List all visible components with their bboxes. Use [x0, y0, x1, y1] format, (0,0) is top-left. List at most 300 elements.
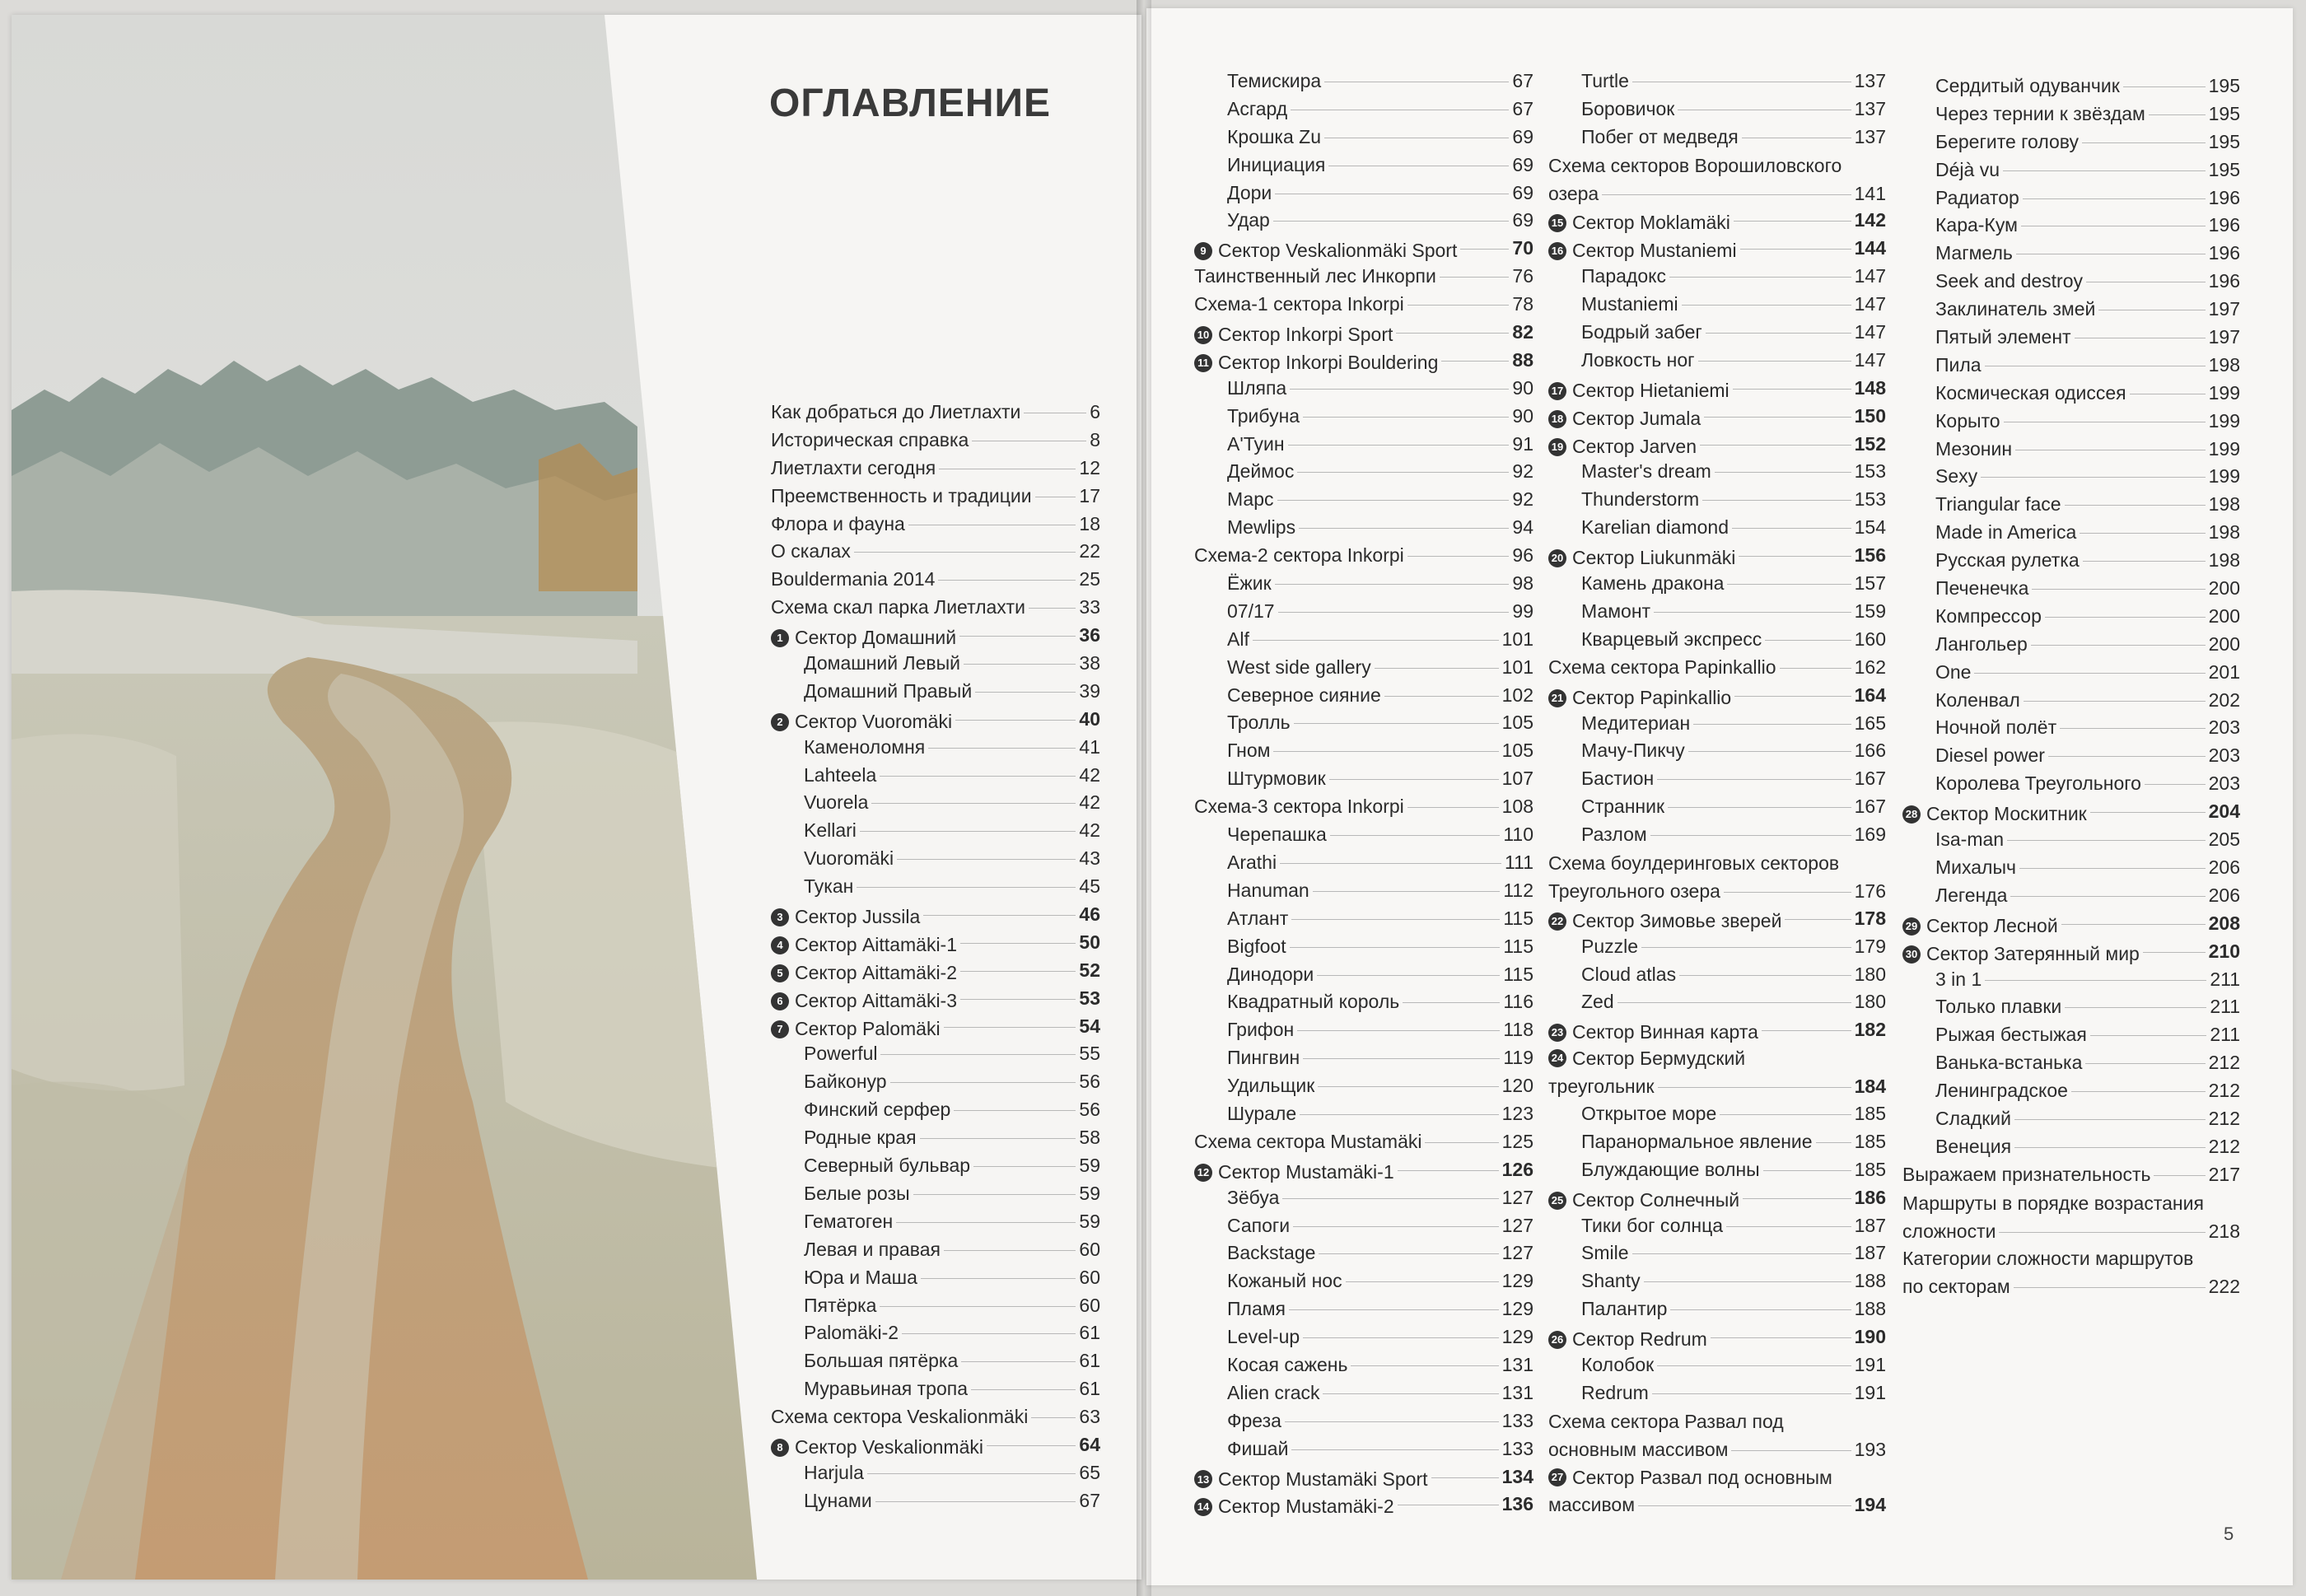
- sector-number-badge: 6: [771, 992, 789, 1010]
- leader-dots: [2065, 1007, 2206, 1008]
- entry-title: Сектор Затерянный мир: [1926, 942, 2140, 964]
- toc-entry: [1548, 1351, 1886, 1379]
- toc-entry: [1902, 240, 2240, 268]
- leader-dots: [955, 720, 1076, 721]
- entry-title: Alien crack: [1227, 1381, 1320, 1403]
- entry-title: Сектор Москитник: [1926, 803, 2087, 825]
- entry-title: Turtle: [1581, 70, 1629, 91]
- page-ref: 6: [1090, 401, 1100, 422]
- leader-dots: [1650, 835, 1851, 836]
- toc-sector-entry: [1548, 1463, 1886, 1519]
- entry-title: Михалыч: [1935, 856, 2016, 878]
- entry-title: One: [1935, 660, 1972, 683]
- page-ref: 185: [1854, 1103, 1886, 1124]
- page-ref: 127: [1501, 1214, 1533, 1236]
- leader-dots: [1644, 1281, 1851, 1282]
- leader-dots: [1280, 863, 1501, 864]
- page-ref: 190: [1854, 1326, 1886, 1348]
- leader-dots: [1460, 249, 1509, 250]
- entry-title: Космическая одиссея: [1935, 381, 2126, 404]
- leader-dots: [2007, 840, 2206, 841]
- leader-dots: [1657, 1365, 1851, 1366]
- entry-title: Мамонт: [1581, 600, 1651, 622]
- entry-title: Историческая справка: [771, 428, 969, 450]
- entry-title: West side gallery: [1227, 656, 1371, 678]
- entry-title: 3 in 1: [1935, 968, 1982, 990]
- page-ref: 210: [2208, 940, 2240, 962]
- toc-entry: [1548, 1379, 1886, 1407]
- page-ref: 195: [2208, 75, 2240, 96]
- entry-title: Печенечка: [1935, 577, 2029, 600]
- toc-entry: [771, 1068, 1100, 1096]
- toc-entry: [1902, 519, 2240, 547]
- leader-dots: [1317, 975, 1500, 976]
- sector-number-badge: 28: [1902, 805, 1921, 824]
- entry-title: Сектор Jumala: [1572, 407, 1701, 429]
- page-ref: 90: [1512, 404, 1533, 427]
- entry-title: Черепашка: [1227, 824, 1327, 846]
- toc-entry: [1548, 1156, 1886, 1184]
- entry-title: Сектор Vuoromäki: [795, 710, 953, 732]
- toc-sector-entry: [771, 929, 1100, 957]
- toc-entry: [1902, 128, 2240, 156]
- page-ref: 196: [2208, 270, 2240, 292]
- entry-title: Схема секторов Ворошиловского: [1548, 154, 1842, 176]
- leader-dots: [1303, 417, 1509, 418]
- page-ref: 96: [1512, 544, 1533, 567]
- entry-title: Домашний Правый: [804, 679, 973, 702]
- toc-entry: [1548, 1128, 1886, 1156]
- page-ref: 206: [2208, 884, 2240, 906]
- leader-dots: [1297, 1030, 1500, 1031]
- toc-column-4: [1902, 72, 2240, 1300]
- toc-entry: [1548, 988, 1886, 1016]
- toc-entry: [771, 1375, 1100, 1403]
- entry-title: Кожаный нос: [1227, 1270, 1342, 1292]
- page-ref: 131: [1501, 1381, 1533, 1403]
- toc-entry: [771, 566, 1100, 594]
- page-ref: 153: [1854, 460, 1886, 483]
- page-ref: 198: [2208, 549, 2240, 572]
- landscape-photo: [12, 15, 769, 1580]
- leader-dots: [2010, 896, 2205, 897]
- leader-dots: [1762, 1030, 1851, 1031]
- leader-dots: [1291, 1449, 1498, 1450]
- entry-title: Bigfoot: [1227, 935, 1286, 957]
- sector-number-badge: 15: [1548, 214, 1566, 232]
- entry-title: Деймос: [1227, 460, 1295, 483]
- leader-dots: [2080, 533, 2205, 534]
- toc-entry: [1902, 184, 2240, 212]
- page-ref: 142: [1854, 209, 1886, 231]
- toc-entry: [1548, 821, 1886, 849]
- entry-title: О скалах: [771, 540, 851, 562]
- page-ref: 69: [1512, 153, 1533, 175]
- sector-number-badge: 7: [771, 1020, 789, 1038]
- page-ref: 129: [1501, 1326, 1533, 1348]
- toc-entry: [1548, 933, 1886, 961]
- entry-title: Как добраться до Лиетлахти: [771, 401, 1021, 422]
- sector-number-badge: 23: [1548, 1024, 1566, 1042]
- entry-title: Powerful: [804, 1043, 878, 1065]
- toc-sector-entry: [1194, 1491, 1533, 1519]
- page-ref: 39: [1079, 679, 1100, 702]
- entry-title: Ванька-встанька: [1935, 1052, 2083, 1074]
- entry-title: Грифон: [1227, 1019, 1295, 1041]
- leader-dots: [902, 1333, 1076, 1334]
- entry-title: Схема-2 сектора Inkorpi: [1194, 544, 1404, 567]
- leader-dots: [1273, 221, 1510, 222]
- page-ref: 144: [1854, 237, 1886, 259]
- leader-dots: [1704, 417, 1851, 418]
- entry-title: Сектор Зимовье зверей: [1572, 909, 1782, 931]
- page-ref: 203: [2208, 772, 2240, 795]
- leader-dots: [1294, 723, 1499, 724]
- page-ref: 115: [1503, 935, 1533, 957]
- page-ref: 43: [1079, 847, 1100, 870]
- entry-title: Шляпа: [1227, 376, 1287, 399]
- sector-number-badge: 1: [771, 629, 789, 647]
- page-ref: 206: [2208, 856, 2240, 878]
- leader-dots: [1291, 919, 1500, 920]
- entry-title: Таинственный лес Инкорпи: [1194, 265, 1436, 287]
- leader-dots: [961, 1361, 1076, 1362]
- entry-title: Шурале: [1227, 1102, 1297, 1124]
- leader-dots: [1657, 779, 1851, 780]
- leader-dots: [960, 943, 1076, 944]
- toc-entry: [771, 1152, 1100, 1180]
- page-ref: 147: [1854, 321, 1886, 343]
- page-ref: 127: [1501, 1186, 1533, 1208]
- entry-title: Каменоломня: [804, 735, 926, 758]
- entry-title: Левая и правая: [804, 1238, 941, 1260]
- leader-dots: [1706, 333, 1851, 334]
- toc-sector-entry: [1548, 682, 1886, 710]
- leader-dots: [1290, 947, 1501, 948]
- entry-title: Побег от медведя: [1581, 125, 1739, 147]
- toc-entry: [1548, 291, 1886, 319]
- sector-number-badge: 14: [1194, 1498, 1212, 1516]
- sector-number-badge: 2: [771, 713, 789, 731]
- leader-dots: [1740, 249, 1851, 250]
- entry-title: Lahteela: [804, 763, 877, 786]
- leader-dots: [1679, 975, 1851, 976]
- entry-title: Backstage: [1227, 1242, 1316, 1264]
- toc-entry: [1194, 905, 1533, 933]
- entry-title: Сектор Redrum: [1572, 1328, 1707, 1351]
- entry-title: Домашний Левый: [804, 652, 960, 674]
- toc-entry: [1902, 1105, 2240, 1133]
- page-ref: 200: [2208, 577, 2240, 600]
- entry-title: Сектор Papinkallio: [1572, 686, 1732, 708]
- toc-entry: [771, 511, 1100, 539]
- entry-title: Kellari: [804, 819, 857, 842]
- entry-title: Зёбуа: [1227, 1186, 1280, 1208]
- entry-title: Северный бульвар: [804, 1155, 971, 1177]
- entry-title: Mewlips: [1227, 516, 1296, 539]
- toc-entry: [1902, 659, 2240, 687]
- toc-entry: [1902, 324, 2240, 352]
- toc-entry: [771, 1292, 1100, 1320]
- entry-title: Флора и фауна: [771, 512, 905, 534]
- toc-entry: [1194, 598, 1533, 626]
- page-ref: 91: [1512, 432, 1533, 455]
- leader-dots: [1638, 1505, 1851, 1506]
- leader-dots: [1346, 1281, 1499, 1282]
- page-ref: 90: [1512, 376, 1533, 399]
- leader-dots: [923, 915, 1076, 916]
- page-ref: 55: [1079, 1043, 1100, 1065]
- entry-title: Медитериан: [1581, 712, 1691, 734]
- page-ref: 52: [1079, 959, 1100, 981]
- toc-entry: [1902, 882, 2240, 910]
- entry-title: Сектор Mustamäki Sport: [1218, 1468, 1428, 1490]
- entry-title: Сектор Солнечный: [1572, 1188, 1740, 1211]
- page-ref: 153: [1854, 488, 1886, 511]
- toc-entry: [1902, 1077, 2240, 1105]
- sector-number-badge: 24: [1548, 1049, 1566, 1067]
- page-ref: 199: [2208, 381, 2240, 404]
- entry-title: Крошка Zu: [1227, 125, 1322, 147]
- toc-entry: [1902, 1133, 2240, 1161]
- toc-entry: [1548, 152, 1886, 208]
- toc-entry: [1548, 263, 1886, 291]
- entry-title: Гном: [1227, 740, 1271, 762]
- leader-dots: [944, 1250, 1076, 1251]
- leader-dots: [1289, 1309, 1499, 1310]
- toc-sector-entry: [771, 1431, 1100, 1459]
- page-ref: 199: [2208, 465, 2240, 488]
- leader-dots: [860, 831, 1076, 832]
- toc-sector-entry: [1548, 1044, 1886, 1100]
- page-ref: 67: [1079, 1489, 1100, 1511]
- leader-dots: [1698, 361, 1851, 362]
- entry-title: Большая пятёрка: [804, 1350, 959, 1372]
- leader-dots: [1724, 892, 1851, 893]
- page-ref: 188: [1854, 1298, 1886, 1320]
- entry-title: Асгард: [1227, 97, 1288, 119]
- entry-title: Рыжая бестыжая: [1935, 1024, 2087, 1046]
- toc-entry: [1902, 352, 2240, 380]
- leader-dots: [854, 552, 1076, 553]
- leader-dots: [1407, 305, 1510, 306]
- entry-title: Радиатор: [1935, 186, 2019, 208]
- page-ref: 127: [1501, 1242, 1533, 1264]
- leader-dots: [1375, 668, 1499, 669]
- page-ref: 61: [1079, 1378, 1100, 1400]
- entry-title: Фишай: [1227, 1437, 1289, 1459]
- entry-title: Схема сектора Veskalionmäki: [771, 1406, 1029, 1428]
- toc-entry: [1194, 68, 1533, 96]
- page-ref: 78: [1512, 293, 1533, 315]
- toc-entry: [771, 678, 1100, 706]
- entry-title: Тролль: [1227, 712, 1291, 734]
- page-ref: 147: [1854, 348, 1886, 371]
- entry-title: Через тернии к звёздам: [1935, 102, 2145, 124]
- page-ref: 198: [2208, 353, 2240, 376]
- toc-entry: [1548, 68, 1886, 96]
- toc-entry: [1548, 570, 1886, 598]
- leader-dots: [921, 1278, 1076, 1279]
- page-ref: 63: [1079, 1406, 1100, 1428]
- entry-title: Венеция: [1935, 1135, 2012, 1157]
- sector-number-badge: 5: [771, 964, 789, 982]
- toc-entry: [1902, 966, 2240, 994]
- page-ref: 131: [1501, 1353, 1533, 1375]
- toc-entry: [1194, 1239, 1533, 1267]
- page-ref: 56: [1079, 1071, 1100, 1093]
- toc-entry: [1194, 961, 1533, 989]
- toc-entry: [1902, 547, 2240, 575]
- page-ref: 141: [1854, 182, 1886, 204]
- leader-dots: [944, 1027, 1076, 1028]
- entry-title: Alf: [1227, 628, 1249, 650]
- leader-dots: [867, 1473, 1076, 1474]
- page-ref: 134: [1501, 1465, 1533, 1487]
- page-ref: 193: [1854, 1438, 1886, 1460]
- entry-title: Палантир: [1581, 1298, 1668, 1320]
- entry-title: 07/17: [1227, 600, 1275, 622]
- toc-entry: [771, 427, 1100, 455]
- entry-title: Бодрый забег: [1581, 321, 1702, 343]
- page-ref: 147: [1854, 293, 1886, 315]
- toc-entry: [771, 594, 1100, 622]
- entry-title: Темискира: [1227, 70, 1322, 91]
- leader-dots: [1323, 1393, 1498, 1394]
- leader-dots: [2003, 170, 2206, 171]
- page-ref: 101: [1501, 656, 1533, 678]
- toc-entry: [771, 845, 1100, 873]
- leader-dots: [1720, 1114, 1851, 1115]
- toc-entry: [1902, 854, 2240, 882]
- leader-dots: [2123, 86, 2206, 87]
- leader-dots: [2032, 589, 2205, 590]
- toc-sector-entry: [1548, 1016, 1886, 1044]
- page-ref: 59: [1079, 1155, 1100, 1177]
- page-ref: 200: [2208, 632, 2240, 655]
- page-ref: 199: [2208, 409, 2240, 432]
- sector-number-badge: 22: [1548, 912, 1566, 931]
- page-ref: 212: [2208, 1107, 2240, 1129]
- toc-entry: [1548, 1239, 1886, 1267]
- leader-dots: [1351, 1365, 1498, 1366]
- page-ref: 154: [1854, 516, 1886, 539]
- toc-entry: [1194, 1212, 1533, 1240]
- leader-dots: [1441, 361, 1509, 362]
- leader-dots: [857, 887, 1076, 888]
- book-gutter: [1137, 0, 1151, 1596]
- entry-title: Магмель: [1935, 242, 2013, 264]
- toc-entry: [1194, 180, 1533, 208]
- page-ref: 199: [2208, 437, 2240, 460]
- entry-title: Пламя: [1227, 1298, 1286, 1320]
- toc-sector-entry: [1548, 1323, 1886, 1351]
- page-ref: 40: [1079, 707, 1100, 730]
- leader-dots: [1278, 612, 1510, 613]
- leader-dots: [2061, 924, 2206, 925]
- page-ref: 136: [1501, 1493, 1533, 1515]
- entry-title: Северное сияние: [1227, 684, 1381, 706]
- entry-title: Компрессор: [1935, 604, 2042, 627]
- entry-title: Sexy: [1935, 465, 1978, 488]
- toc-entry: [1194, 877, 1533, 905]
- toc-entry: [1902, 436, 2240, 464]
- toc-entry: [771, 1459, 1100, 1487]
- toc-entry: [1194, 1407, 1533, 1435]
- toc-entry: [1548, 1267, 1886, 1295]
- page-ref: 98: [1512, 572, 1533, 595]
- page-ref: 67: [1512, 97, 1533, 119]
- leader-dots: [1743, 1198, 1851, 1199]
- leader-dots: [2071, 1091, 2206, 1092]
- entry-title: Level-up: [1227, 1326, 1300, 1348]
- entry-title: Королева Треугольного: [1935, 772, 2141, 795]
- page-ref: 217: [2208, 1163, 2240, 1185]
- page-ref: 76: [1512, 265, 1533, 287]
- toc-entry: [1194, 514, 1533, 542]
- entry-title: Vuorela: [804, 791, 869, 814]
- page-ref: 196: [2208, 242, 2240, 264]
- toc-entry: [1194, 1351, 1533, 1379]
- entry-title: Косая сажень: [1227, 1353, 1348, 1375]
- page-ref: 133: [1501, 1409, 1533, 1431]
- entry-title-continued: озера: [1548, 182, 1599, 204]
- entry-title: Парадокс: [1581, 265, 1666, 287]
- leader-dots: [2085, 1063, 2205, 1064]
- entry-title: Smile: [1581, 1242, 1629, 1264]
- page-ref: 198: [2208, 493, 2240, 516]
- page-ref: 147: [1854, 265, 1886, 287]
- page-ref: 101: [1501, 628, 1533, 650]
- leader-dots: [1733, 389, 1851, 390]
- leader-dots: [960, 999, 1076, 1000]
- entry-title-continued: Треугольного озера: [1548, 880, 1720, 902]
- leader-dots: [1726, 1226, 1851, 1227]
- leader-dots: [2048, 756, 2206, 757]
- toc-entry: [1194, 1435, 1533, 1463]
- toc-entry: [1194, 793, 1533, 821]
- entry-title: Берегите голову: [1935, 130, 2080, 152]
- page-ref: 59: [1079, 1182, 1100, 1204]
- page-ref: 56: [1079, 1099, 1100, 1121]
- toc-entry: [771, 873, 1100, 901]
- page-ref: 54: [1079, 1015, 1100, 1037]
- leader-dots: [1403, 1002, 1500, 1003]
- toc-entry: [1194, 1072, 1533, 1100]
- page-ref: 94: [1512, 516, 1533, 539]
- entry-title: Isa-man: [1935, 828, 2005, 851]
- entry-title: Сектор Mustamäki-1: [1218, 1160, 1394, 1183]
- entry-title: Пятёрка: [804, 1294, 877, 1316]
- toc-sector-entry: [771, 901, 1100, 929]
- toc-entry: [1548, 1407, 1886, 1463]
- leader-dots: [2014, 1147, 2206, 1148]
- page-ref: 67: [1512, 70, 1533, 91]
- entry-title: Déjà vu: [1935, 158, 2000, 180]
- leader-dots: [1431, 1477, 1499, 1478]
- leader-dots: [1816, 1142, 1851, 1143]
- page-ref: 60: [1079, 1266, 1100, 1288]
- leader-dots: [1031, 1417, 1076, 1418]
- leader-dots: [913, 1194, 1076, 1195]
- toc-entry: [1902, 296, 2240, 324]
- leader-dots: [2149, 114, 2206, 115]
- page-ref: 59: [1079, 1210, 1100, 1232]
- entry-title-continued: по секторам: [1902, 1276, 2010, 1298]
- page-ref: 187: [1854, 1242, 1886, 1264]
- entry-title: Сектор Hietaniemi: [1572, 379, 1730, 401]
- page-ref: 167: [1854, 796, 1886, 818]
